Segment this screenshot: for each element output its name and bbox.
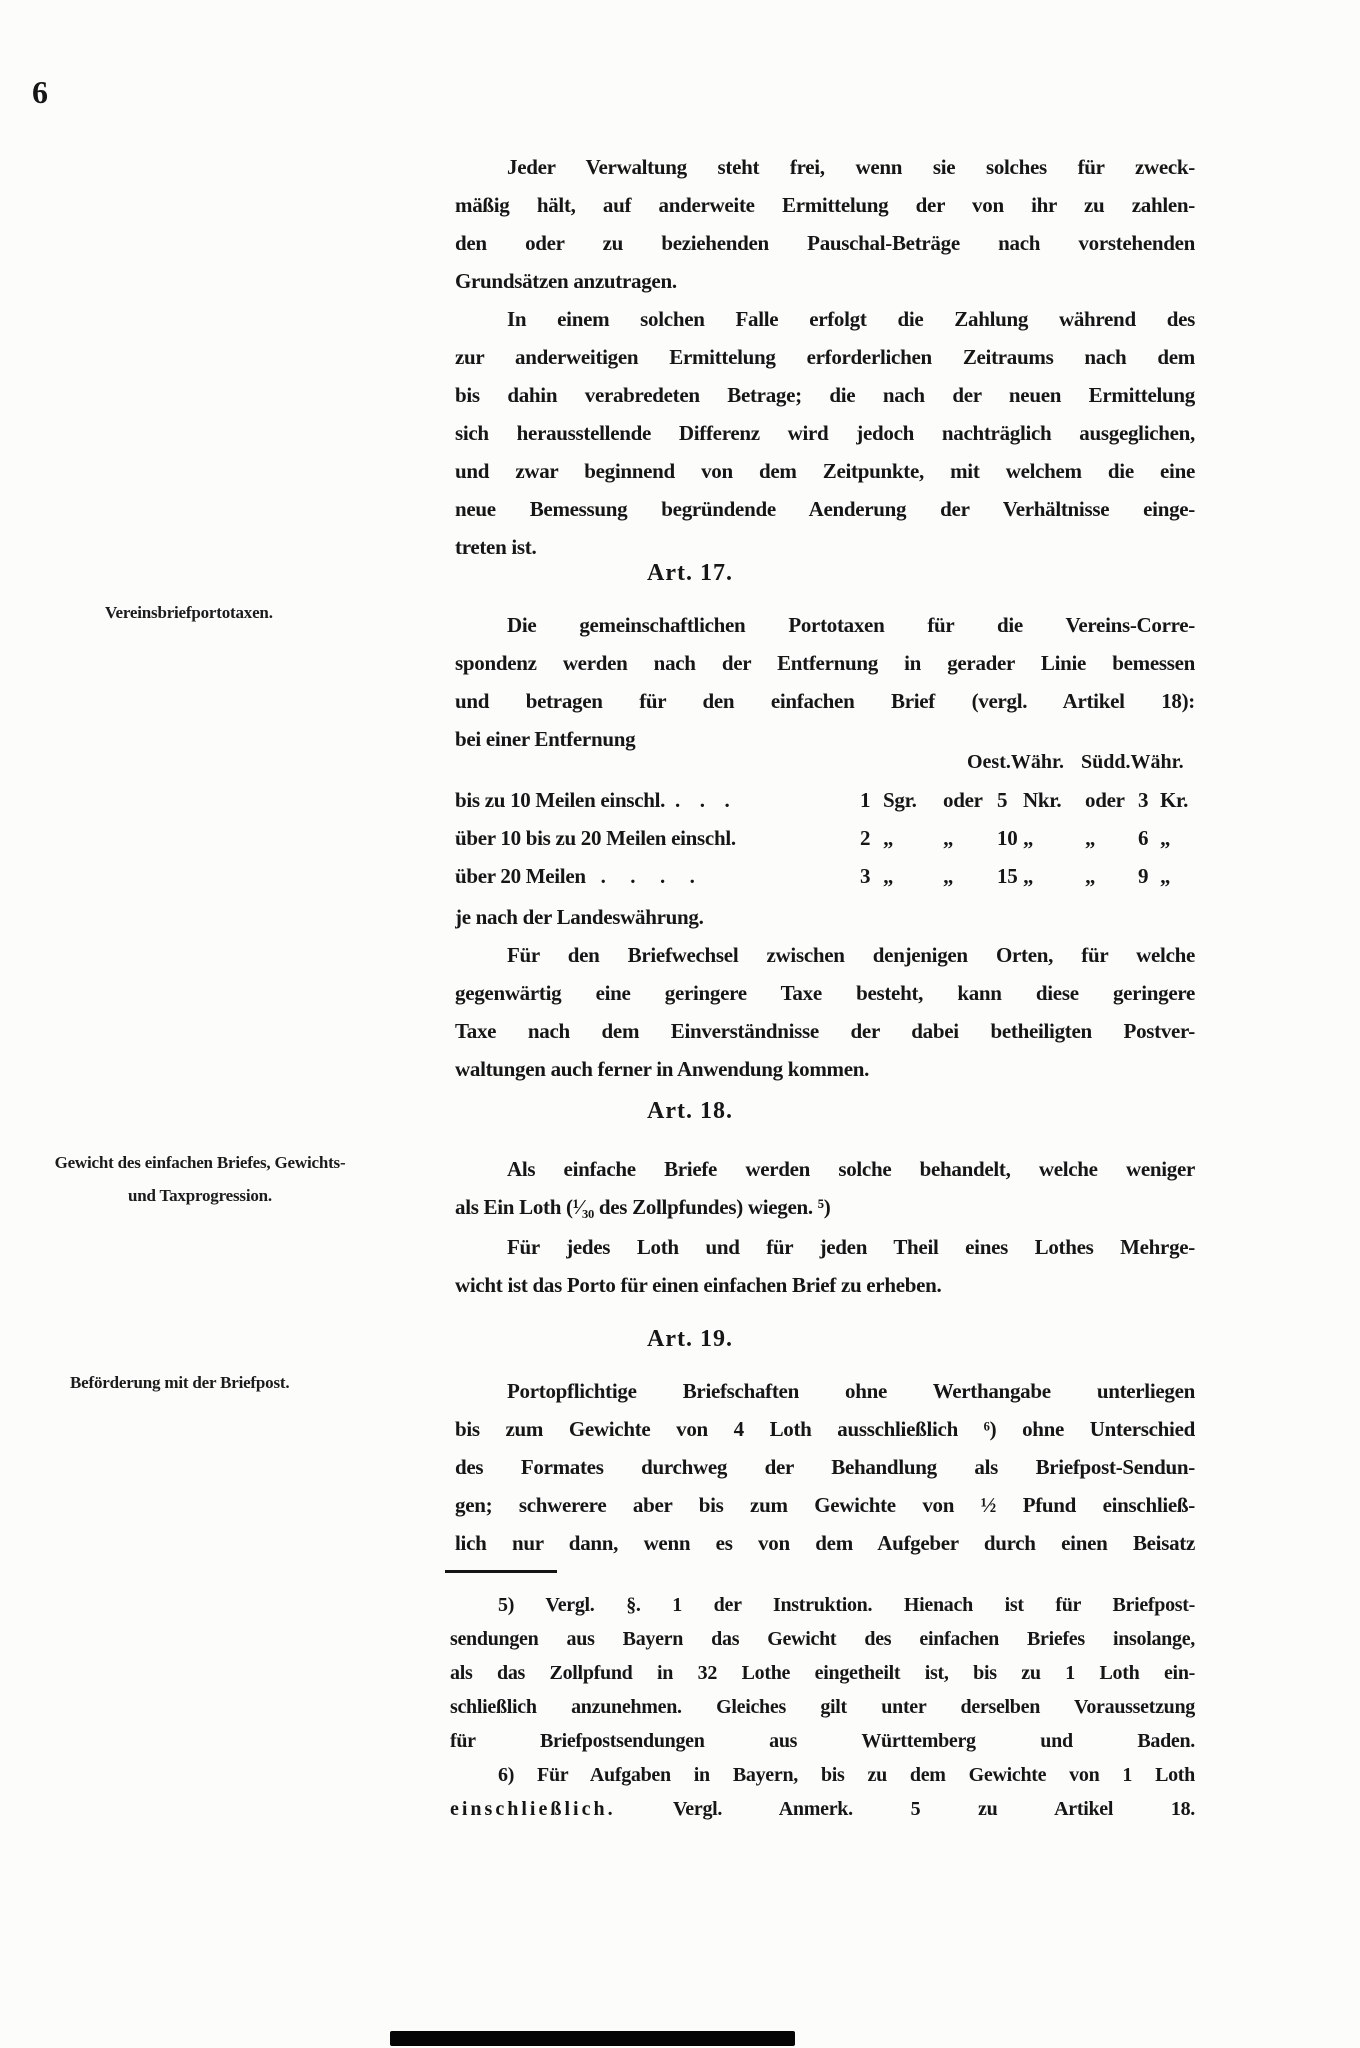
article-19-heading: Art. 19.	[647, 1326, 733, 1352]
article-18-paragraph-2	[455, 1228, 1195, 1304]
footnote-5	[450, 1588, 1195, 1758]
table-cell: über 20 Meilen . . . .	[455, 864, 695, 888]
text-line: Portopflichtige Briefschaften ohne Werthangabe unterliegen	[507, 1379, 1195, 1403]
table-cell: „	[883, 826, 894, 850]
table-cell: 10	[997, 826, 1018, 850]
text-line: Jeder Verwaltung steht frei, wenn sie solches für zweck-	[507, 155, 1195, 179]
text-line: sich herausstellende Differenz wird jedoch nachträglich ausgeglichen,	[455, 421, 1195, 445]
text-line: als Ein Loth (¹⁄₃₀ des Zollpfundes) wiegen. ⁵)	[455, 1195, 831, 1219]
margin-note-gewicht	[25, 1146, 375, 1212]
text-line: und zwar beginnend von dem Zeitpunkte, mit welchem die eine	[455, 459, 1195, 483]
text-line: den oder zu beziehenden Pauschal-Beträge nach vorstehenden	[455, 231, 1195, 255]
table-cell: 6	[1138, 826, 1149, 850]
text-line: Für jedes Loth und für jeden Theil eines Lothes Mehrge-	[507, 1235, 1195, 1259]
footnote-separator	[445, 1570, 557, 1573]
text-line: schließlich anzunehmen. Gleiches gilt unter derselben Voraussetzung	[450, 1696, 1195, 1718]
scan-artifact-bar	[390, 2031, 795, 2046]
table-cell: über 10 bis zu 20 Meilen einschl.	[455, 826, 736, 850]
text-line: als das Zollpfund in 32 Lothe eingetheilt ist, bis zu 1 Loth ein-	[450, 1662, 1195, 1684]
article-17-paragraph-1	[455, 606, 1195, 758]
text-line: In einem solchen Falle erfolgt die Zahlung während des	[507, 307, 1195, 331]
text-line: 6) Für Aufgaben in Bayern, bis zu dem Gewichte von 1 Loth	[498, 1764, 1195, 1786]
table-cell: Kr.	[1160, 788, 1189, 812]
text-line: zur anderweitigen Ermittelung erforderlichen Zeitraums nach dem	[455, 345, 1195, 369]
table-cell: 5	[997, 788, 1008, 812]
table-cell: 15	[997, 864, 1018, 888]
article-17-heading: Art. 17.	[647, 560, 733, 586]
table-cell: oder	[1085, 788, 1125, 812]
table-cell: „	[1085, 826, 1096, 850]
intro-paragraph-2	[455, 300, 1195, 566]
table-cell: 1	[860, 788, 871, 812]
article-19-paragraph-1	[455, 1372, 1195, 1562]
text-line: mäßig hält, auf anderweite Ermittelung der von ihr zu zahlen-	[455, 193, 1195, 217]
margin-note-befoerderung: Beförderung mit der Briefpost.	[70, 1373, 290, 1392]
table-cell: „	[943, 864, 954, 888]
table-cell: „	[1160, 864, 1171, 888]
text-line: Für den Briefwechsel zwischen denjenigen Orten, für welche	[507, 943, 1195, 967]
text-line: gegenwärtig eine geringere Taxe besteht, kann diese geringere	[455, 981, 1195, 1005]
tariff-row-3	[455, 864, 1195, 902]
table-cell: „	[1085, 864, 1096, 888]
text-line: Als einfache Briefe werden solche behandelt, welche weniger	[507, 1157, 1195, 1181]
text-line: waltungen auch ferner in Anwendung kommen.	[455, 1057, 870, 1081]
table-cell: „	[1023, 864, 1034, 888]
article-18-paragraph-1	[455, 1150, 1195, 1226]
currency-header-row	[455, 751, 1195, 785]
table-cell: 3	[860, 864, 871, 888]
footnote-6-rest: Vergl. Anmerk. 5 zu Artikel 18.	[615, 1798, 1195, 1820]
text-line: Gewicht des einfachen Briefes, Gewichts-	[54, 1153, 346, 1172]
text-line: Grundsätzen anzutragen.	[455, 269, 677, 293]
text-line: für Briefpostsendungen aus Württemberg und Baden.	[450, 1730, 1195, 1752]
table-cell: oder	[943, 788, 983, 812]
table-cell: „	[943, 826, 954, 850]
page-number: 6	[32, 74, 48, 110]
margin-note-vereinsbriefportotaxen: Vereinsbriefportotaxen.	[105, 603, 273, 622]
tariff-row-1	[455, 788, 1195, 826]
table-cell: 9	[1138, 864, 1149, 888]
text-line: bis zum Gewichte von 4 Loth ausschließlich ⁶) ohne Unterschied	[455, 1417, 1195, 1441]
text-line: Die gemeinschaftlichen Portotaxen für die Vereins-Corre-	[507, 613, 1195, 637]
tariff-footer-line	[455, 898, 1195, 936]
currency-header-suedd: Südd.Währ.	[1081, 751, 1184, 773]
table-cell: bis zu 10 Meilen einschl. . . .	[455, 788, 730, 812]
text-line: 5) Vergl. §. 1 der Instruktion. Hienach ist für Briefpost-	[498, 1594, 1195, 1616]
text-line: Taxe nach dem Einverständnisse der dabei betheiligten Postver-	[455, 1019, 1195, 1043]
article-18-heading: Art. 18.	[647, 1098, 733, 1124]
table-cell: Nkr.	[1023, 788, 1062, 812]
table-cell: „	[883, 864, 894, 888]
text-line: und Taxprogression.	[128, 1186, 272, 1205]
letterspaced-word: einschließlich.	[450, 1798, 616, 1820]
text-line: bei einer Entfernung	[455, 727, 636, 751]
article-17-paragraph-2	[455, 936, 1195, 1088]
table-cell: 3	[1138, 788, 1149, 812]
footnote-6	[450, 1758, 1195, 1826]
text-line: je nach der Landeswährung.	[455, 905, 704, 929]
text-line	[450, 1792, 1195, 1826]
text-line: bis dahin verabredeten Betrage; die nach der neuen Ermittelung	[455, 383, 1195, 407]
text-line: des Formates durchweg der Behandlung als Briefpost-Sendun-	[455, 1455, 1195, 1479]
table-cell: Sgr.	[883, 788, 917, 812]
text-line: lich nur dann, wenn es von dem Aufgeber durch einen Beisatz	[455, 1531, 1195, 1555]
text-line: gen; schwerere aber bis zum Gewichte von ½ Pfund einschließ-	[455, 1493, 1195, 1517]
table-cell: „	[1160, 826, 1171, 850]
currency-header-oest: Oest.Währ.	[967, 751, 1065, 773]
table-cell: „	[1023, 826, 1034, 850]
table-cell: 2	[860, 826, 871, 850]
text-line: neue Bemessung begründende Aenderung der Verhältnisse einge-	[455, 497, 1195, 521]
text-line: treten ist.	[455, 535, 537, 559]
text-line: wicht ist das Porto für einen einfachen Brief zu erheben.	[455, 1273, 942, 1297]
intro-paragraph-1	[455, 148, 1195, 300]
text-line: und betragen für den einfachen Brief (vergl. Artikel 18):	[455, 689, 1195, 713]
text-line: sendungen aus Bayern das Gewicht des einfachen Briefes insolange,	[450, 1628, 1195, 1650]
text-line: spondenz werden nach der Entfernung in gerader Linie bemessen	[455, 651, 1195, 675]
tariff-row-2	[455, 826, 1195, 864]
